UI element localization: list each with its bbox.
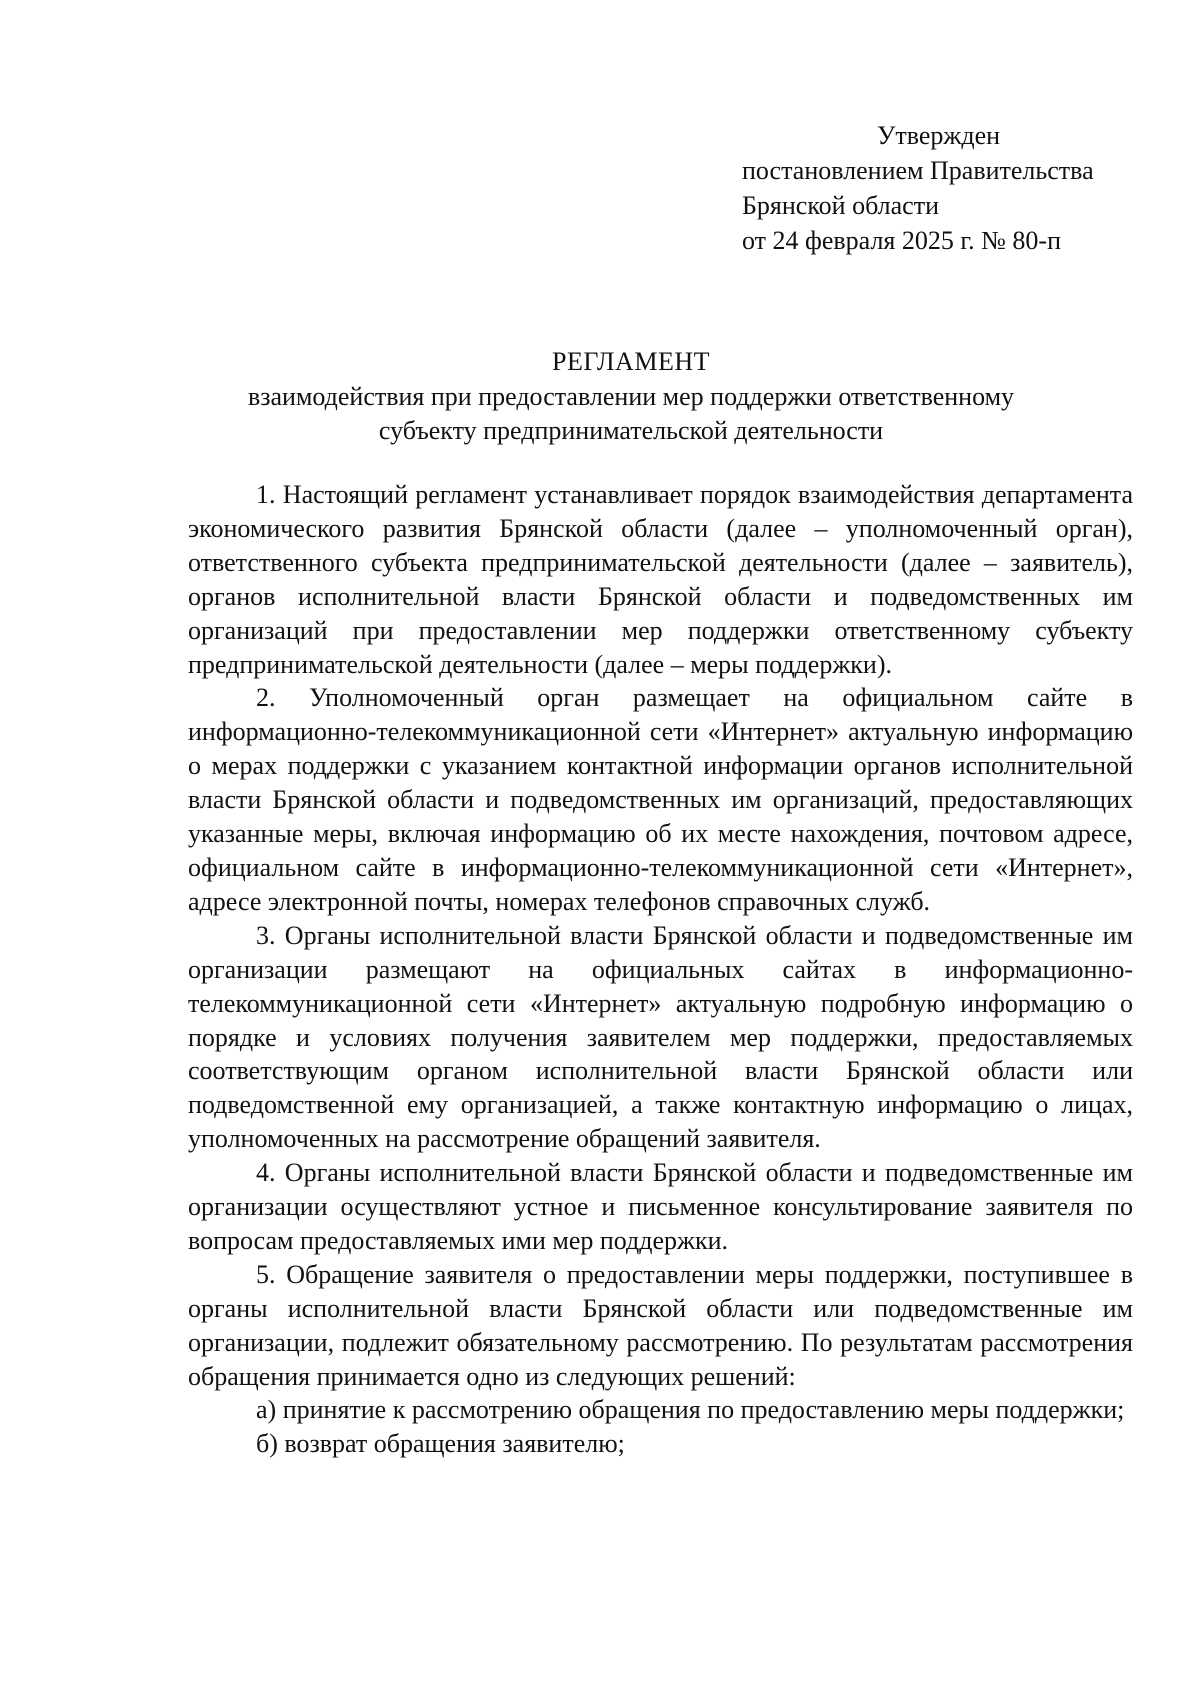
- approval-line-1: Утвержден: [877, 121, 1001, 150]
- title-subtitle-line-1: взаимодействия при предоставлении мер поддержки ответственному: [247, 382, 1015, 411]
- approval-line-2: постановлением Правительства: [742, 156, 1094, 185]
- approval-line-3: Брянской области: [742, 191, 939, 220]
- paragraph-2: 2. Уполномоченный орган размещает на официальном сайте в информационно-телекоммуникационной сети «Интернет» актуальную информацию о мерах поддержки с указанием контактной информации органов исполнительной власти Брянской области и подведомственных им организаций, предоставляющих указанные меры, включая информацию об их месте нахождения, почтовом адресе, официальном сайте в информационно-телекоммуникационной сети «Интернет», адресе электронной почты, номерах телефонов справочных служб.: [188, 683, 1133, 916]
- title-heading: РЕГЛАМЕНТ: [552, 347, 710, 376]
- approval-line-4: от 24 февраля 2025 г. № 80-п: [742, 226, 1061, 255]
- title-subtitle-line-2: субъекту предпринимательской деятельности: [378, 416, 884, 445]
- document-title: [150, 344, 1112, 448]
- paragraph-5-item-a: а) принятие к рассмотрению обращения по предоставлению меры поддержки;: [256, 1395, 1125, 1425]
- paragraph-5-item-b: б) возврат обращения заявителю;: [256, 1429, 625, 1459]
- approval-stamp: [742, 118, 1142, 258]
- paragraph-5: 5. Обращение заявителя о предоставлении меры поддержки, поступившее в органы исполнительной власти Брянской области или подведомственные им организации, подлежит обязательному рассмотрению. По результатам рассмотрения обращения принимается одно из следующих решений:: [188, 1259, 1133, 1391]
- paragraph-1: 1. Настоящий регламент устанавливает порядок взаимодействия департамента экономического развития Брянской области (далее – уполномоченный орган), ответственного субъекта предпринимательской деятельности (далее – заявитель), органов исполнительной власти Брянской области и подведомственных им организаций при предоставлении мер поддержки ответственному субъекту предпринимательской деятельности (далее – меры поддержки).: [188, 480, 1133, 679]
- document-body: [188, 478, 1133, 1461]
- paragraph-3: 3. Органы исполнительной власти Брянской области и подведомственные им организации размещают на официальных сайтах в информационно-телекоммуникационной сети «Интернет» актуальную подробную информацию о порядке и условиях получения заявителем мер поддержки, предоставляемых соответствующим органом исполнительной власти Брянской области или подведомственной ему организацией, а также контактную информацию о лицах, уполномоченных на рассмотрение обращений заявителя.: [188, 920, 1133, 1154]
- paragraph-4: 4. Органы исполнительной власти Брянской области и подведомственные им организации осуществляют устное и письменное консультирование заявителя по вопросам предоставляемых ими мер поддержки.: [188, 1158, 1133, 1255]
